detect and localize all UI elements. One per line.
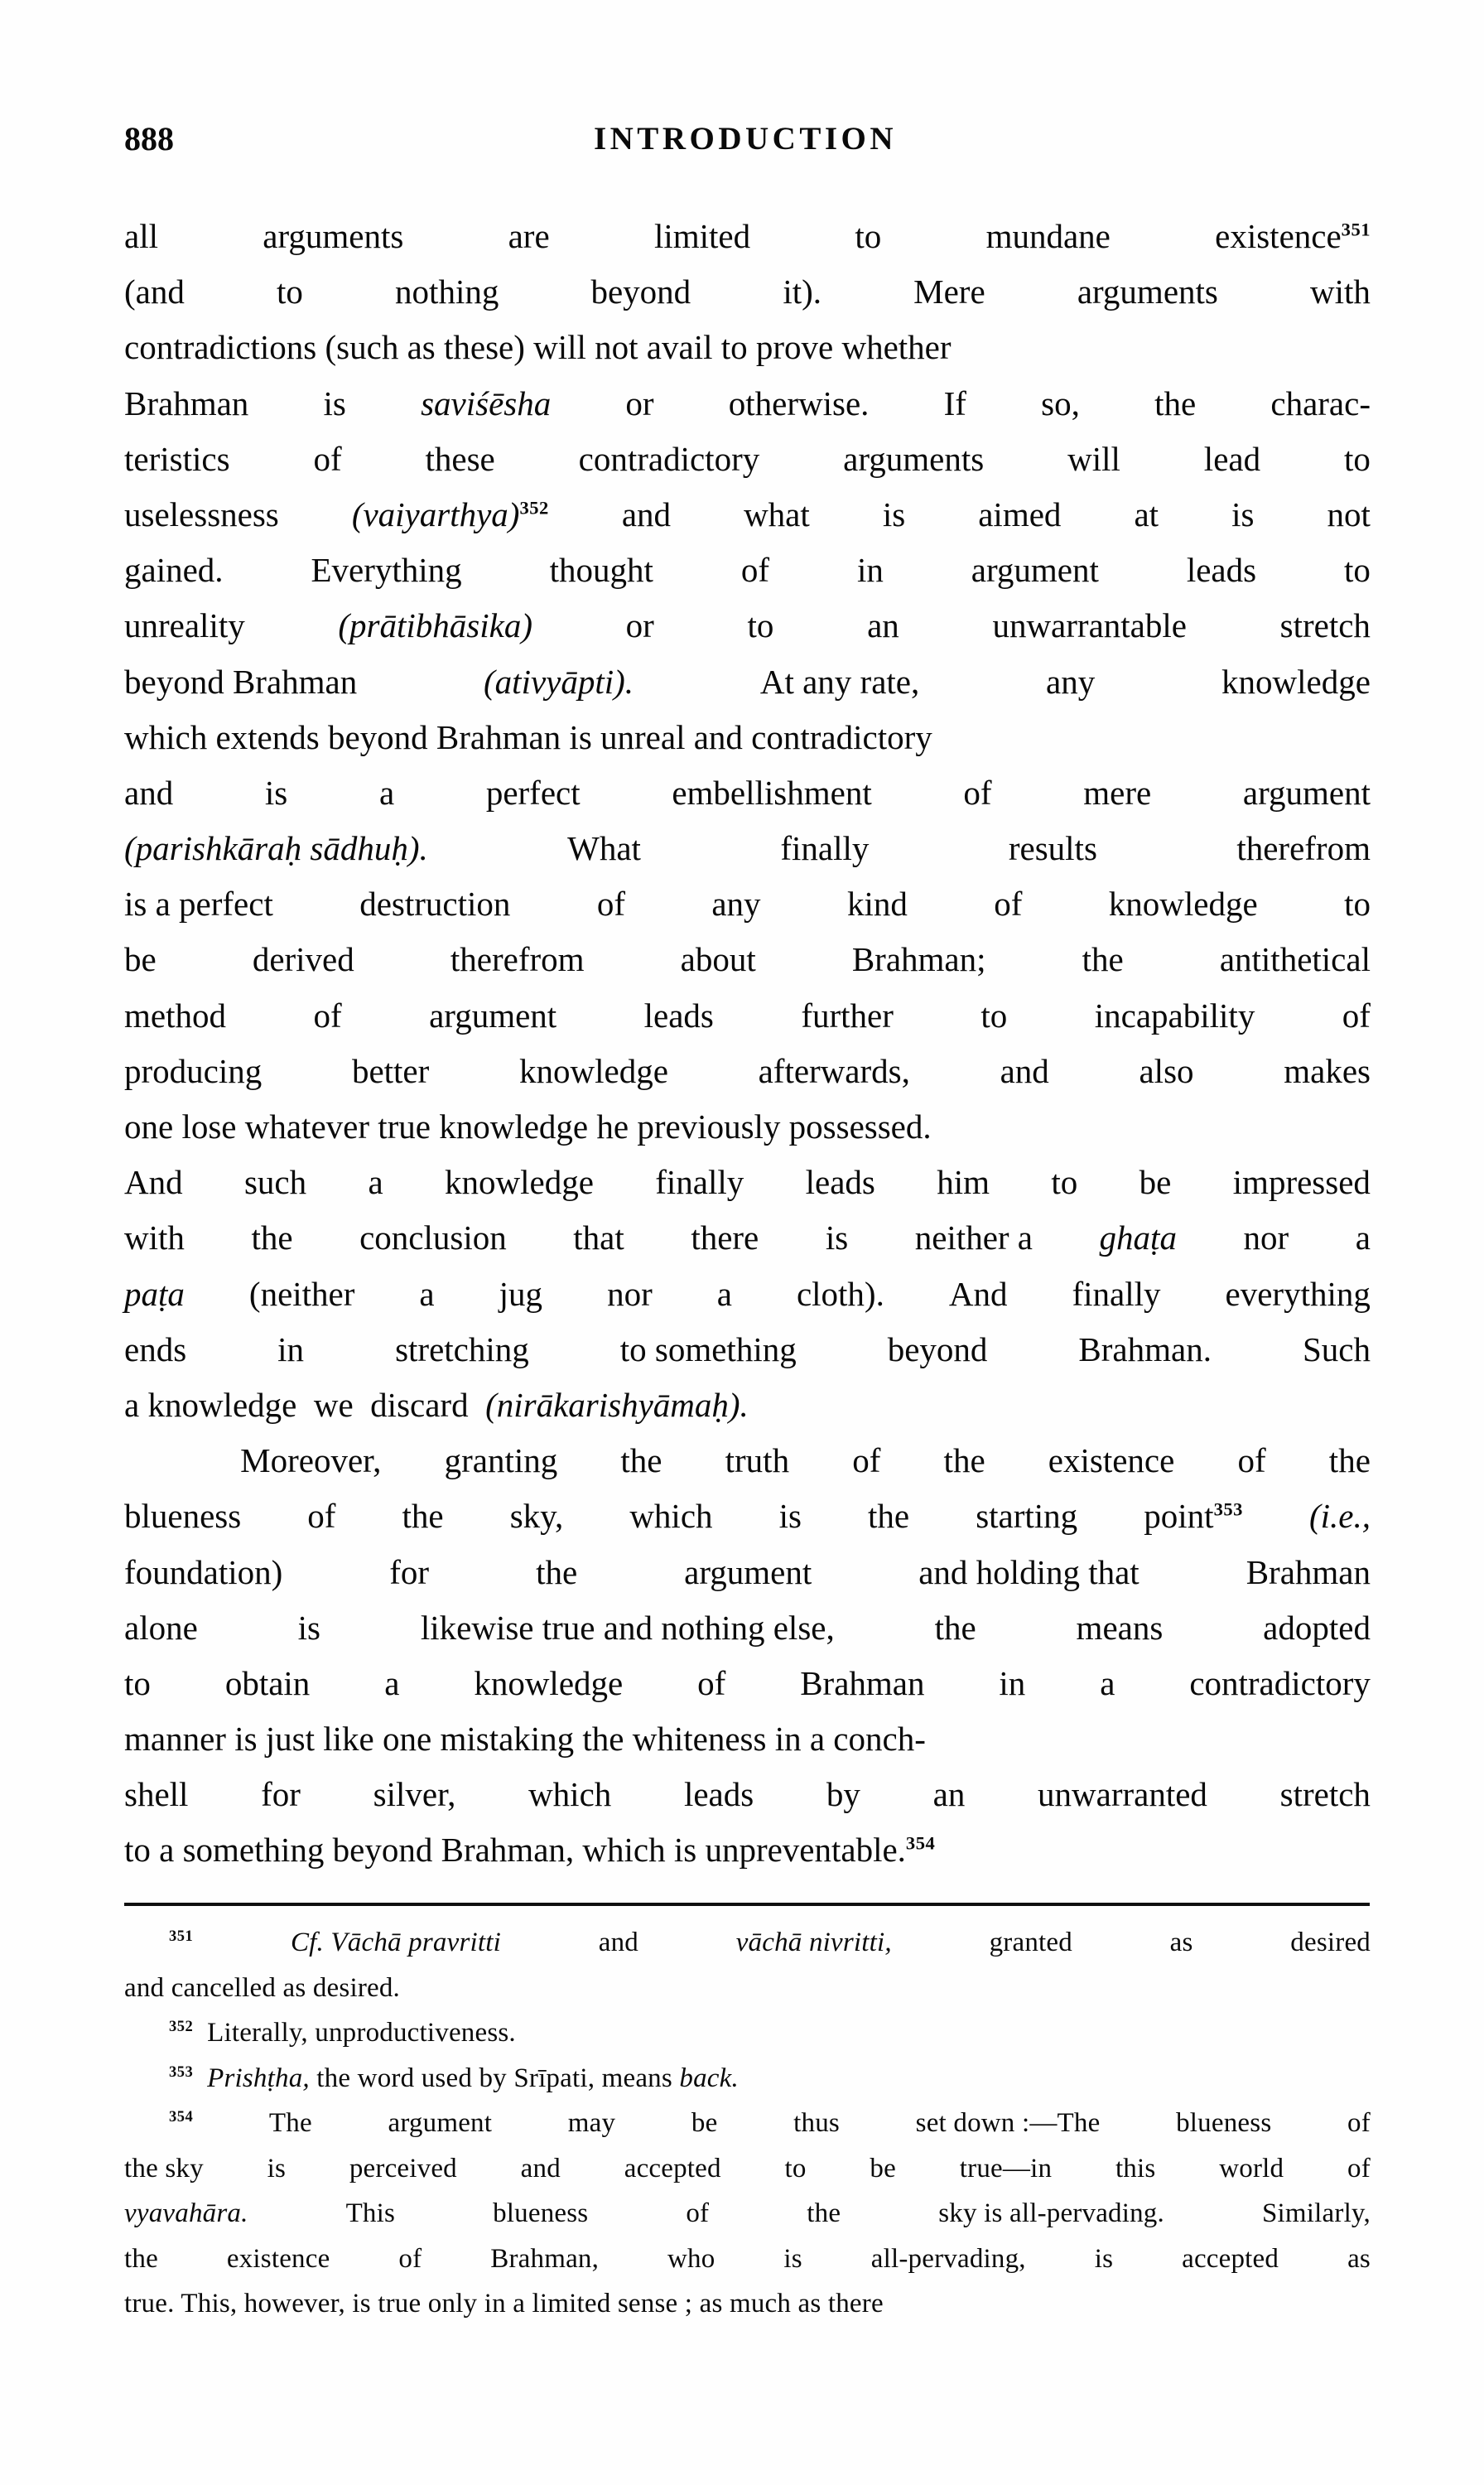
word: there (691, 1218, 759, 1257)
word: nor (1243, 1218, 1289, 1257)
word: ends (124, 1329, 187, 1368)
body-line (124, 765, 1371, 821)
word: set down :—The (915, 2108, 1101, 2138)
word: derived (252, 940, 354, 979)
word: in (277, 1329, 305, 1368)
word: we (313, 1385, 354, 1424)
word: a (1100, 1663, 1115, 1702)
word: perfect (485, 773, 581, 812)
word: as (1169, 1928, 1193, 1957)
word: arguments (1077, 273, 1218, 311)
word: of (313, 996, 342, 1035)
word: If (943, 384, 966, 422)
word: which (528, 1775, 612, 1814)
word: beyond (887, 1329, 988, 1368)
word: neither a (914, 1218, 1033, 1257)
footnote-ref-351: 351 (1341, 219, 1371, 240)
word: for (261, 1775, 301, 1814)
word: is (778, 1497, 802, 1536)
word: What (567, 829, 641, 868)
word: sky, (509, 1497, 564, 1536)
body-line (124, 543, 1371, 598)
word: true—in (959, 2153, 1053, 2183)
word: nor (607, 1274, 653, 1313)
sanskrit-term-nirakarishyamah: (nirākarishyāmaḥ). (485, 1385, 749, 1424)
word: about (680, 940, 756, 979)
word: world (1219, 2153, 1284, 2183)
word: arguments (843, 439, 985, 478)
word: all-pervading, (870, 2243, 1026, 2274)
word: are (508, 217, 550, 255)
word: the (1082, 940, 1124, 979)
word: or (625, 384, 654, 422)
word: an (932, 1775, 966, 1814)
word: a (384, 1663, 400, 1702)
word: antithetical (1219, 940, 1371, 979)
word: lead (1203, 439, 1261, 478)
word: unreality (124, 606, 245, 645)
word: will (1067, 439, 1120, 478)
word: him (937, 1163, 990, 1202)
word: be (1139, 1163, 1172, 1202)
word: to (277, 273, 303, 311)
word: the (251, 1218, 293, 1257)
body-line (124, 1600, 1371, 1656)
word: Such (1302, 1329, 1371, 1368)
word: existence (1215, 217, 1342, 255)
word: to (980, 996, 1008, 1035)
word: the (943, 1441, 985, 1480)
body-line: contradictions (such as these) will not avail to prove whether (124, 328, 952, 367)
word: adopted (1263, 1608, 1371, 1647)
page-folio-number: 888 (124, 120, 174, 157)
word: is a perfect (124, 885, 273, 924)
word: afterwards, (758, 1051, 910, 1090)
word: incapability (1094, 996, 1255, 1035)
word: to something (619, 1329, 797, 1368)
word: such (243, 1163, 307, 1202)
word: who (667, 2243, 716, 2274)
running-head-title: INTRODUCTION (593, 121, 898, 157)
word: at (1134, 495, 1159, 533)
word: of (1237, 1441, 1266, 1480)
word: thought (549, 551, 653, 590)
sanskrit-term-pata: paṭa (124, 1274, 185, 1313)
word: to (784, 2153, 807, 2183)
word: Brahman (800, 1663, 925, 1702)
word: is (882, 495, 906, 533)
footnote-ref-354: 354 (905, 1832, 936, 1854)
footnote-marker-351: 351 (169, 1928, 194, 1944)
word: jug (499, 1274, 543, 1313)
word: of (307, 1497, 336, 1536)
sanskrit-term-pratibhasika: (prātibhāsika) (338, 606, 532, 645)
body-line (124, 264, 1371, 320)
footnote-text: the word used by Srīpati, means (316, 2063, 672, 2093)
word: granting (444, 1441, 558, 1480)
word: unwarrantable (992, 606, 1187, 645)
footnote-line (124, 2146, 1371, 2192)
body-line (124, 1267, 1371, 1322)
word: a (378, 773, 395, 812)
word: to (1344, 439, 1371, 478)
word: contradictory (1189, 1663, 1371, 1702)
word: Brahman; (851, 940, 986, 979)
sanskrit-term-savisesha: saviśēsha (421, 384, 552, 422)
word: means (1076, 1608, 1164, 1647)
body-line (124, 876, 1371, 932)
word: granted (989, 1928, 1072, 1957)
word: cloth). (796, 1274, 884, 1313)
footnote-italic-phrase: Cf. Vāchā pravritti (290, 1928, 501, 1957)
word: finally (780, 829, 870, 868)
word: of (398, 2243, 422, 2274)
word: gained. (124, 551, 224, 590)
word: knowledge (519, 1051, 668, 1090)
body-line (124, 376, 1371, 432)
body-line (124, 487, 1371, 543)
word: knowledge (147, 1385, 297, 1424)
word: a (419, 1274, 435, 1313)
word: Brahman, (490, 2243, 600, 2274)
body-line (124, 1155, 1371, 1210)
word: a (716, 1274, 732, 1313)
word: existence (226, 2243, 330, 2274)
word: shell (124, 1775, 189, 1814)
word: argument (971, 551, 1099, 590)
word: embellishment (672, 773, 872, 812)
word: knowledge (474, 1663, 624, 1702)
word: leads (805, 1163, 875, 1202)
word: is (1231, 495, 1255, 533)
word: is (264, 773, 288, 812)
footnote-ref-352: 352 (519, 497, 549, 519)
word: limited (653, 217, 751, 255)
word: not (1327, 495, 1371, 533)
word: Moreover, (240, 1441, 382, 1480)
word: accepted (624, 2153, 721, 2183)
word: is (297, 1608, 321, 1647)
word: so, (1041, 384, 1080, 422)
word: of (1342, 996, 1371, 1035)
word: This (345, 2198, 396, 2228)
body-line (124, 1433, 1371, 1489)
word: to (124, 1663, 151, 1702)
word: is (783, 2243, 802, 2274)
word: charac- (1270, 384, 1371, 422)
word: obtain (224, 1663, 311, 1702)
word: to (1344, 885, 1371, 924)
sanskrit-term-prishtha: Prishṭha, (207, 2063, 310, 2093)
word: likewise true and nothing else, (420, 1608, 835, 1647)
word: conclusion (359, 1218, 507, 1257)
word: leads (643, 996, 714, 1035)
word: all (124, 217, 158, 255)
body-line: which extends beyond Brahman is unreal and contradictory (124, 717, 932, 756)
word: discard (370, 1385, 469, 1424)
word: of (1347, 2153, 1371, 2183)
word: in (999, 1663, 1026, 1702)
body-line (124, 1767, 1371, 1822)
word: and (621, 495, 672, 533)
word: is (267, 2153, 287, 2183)
word: leads (1186, 551, 1257, 590)
word: in (856, 551, 884, 590)
word: contradictory (578, 439, 760, 478)
word: Brahman (124, 384, 249, 422)
word: with (1310, 273, 1371, 311)
sentence: to a something beyond Brahman, which is unpreventable. (124, 1831, 906, 1870)
word: the sky (124, 2153, 204, 2183)
footnote-line: and cancelled as desired. (124, 1972, 401, 2003)
word: uselessness (124, 495, 279, 533)
word: any (1046, 662, 1096, 701)
word: a (1355, 1218, 1371, 1257)
word: these (425, 439, 495, 478)
word: as (1347, 2243, 1371, 2274)
word: a (124, 1385, 140, 1424)
body-line: one lose whatever true knowledge he previously possessed. (124, 1107, 932, 1146)
word: At any rate, (759, 662, 920, 701)
word: is (323, 384, 346, 422)
word: blueness (493, 2198, 589, 2228)
body-line (124, 932, 1371, 987)
word: therefrom (450, 940, 585, 979)
word: and (598, 1928, 638, 1957)
body-line (124, 209, 1371, 264)
word: any (711, 885, 761, 924)
word: knowledge (1221, 662, 1371, 701)
word: to (747, 606, 774, 645)
word: the (124, 2243, 158, 2274)
word: finally (1072, 1274, 1161, 1313)
word: and (124, 773, 174, 812)
term-with-footnote-ref (352, 487, 549, 543)
footnote-line (124, 2101, 1371, 2146)
word: sky is all-pervading. (938, 2198, 1164, 2228)
running-head (124, 118, 1366, 167)
word: the (1328, 1441, 1371, 1480)
word: Brahman (1246, 1552, 1371, 1591)
body-line: manner is just like one mistaking the whiteness in a conch- (124, 1720, 926, 1759)
word: mundane (985, 217, 1111, 255)
word: by (826, 1775, 860, 1814)
word: stretching (395, 1329, 529, 1368)
latin-abbrev-ie: (i.e., (1308, 1497, 1371, 1536)
footnote-separator-rule (124, 1903, 1370, 1906)
word: argument (388, 2108, 493, 2138)
word: of (994, 885, 1023, 924)
word: an (867, 606, 899, 645)
word: the (1154, 384, 1197, 422)
word: alone (124, 1608, 198, 1647)
word: argument (429, 996, 557, 1035)
word: this (1115, 2153, 1156, 2183)
word: the (934, 1608, 976, 1647)
body-line (124, 1210, 1371, 1266)
body-text-block (124, 209, 1371, 1879)
word: silver, (373, 1775, 456, 1814)
word: beyond (590, 273, 691, 311)
footnotes-block (124, 1920, 1371, 2327)
body-line (124, 821, 1371, 876)
word: be (691, 2108, 718, 2138)
word: mere (1083, 773, 1152, 812)
word: therefrom (1236, 829, 1371, 868)
word: existence (1048, 1441, 1175, 1480)
word: makes (1284, 1051, 1371, 1090)
sanskrit-term-vyavahara: vyavahāra. (124, 2198, 248, 2228)
word: accepted (1182, 2243, 1279, 2274)
word: and (1000, 1051, 1049, 1090)
word: nothing (395, 273, 499, 311)
body-line (124, 1044, 1371, 1099)
word: it). (783, 273, 822, 311)
word: knowledge (445, 1163, 594, 1202)
footnote-line: true. This, however, is true only in a limited sense ; as much as there (124, 2289, 884, 2319)
word: aimed (978, 495, 1062, 533)
body-line (124, 654, 1371, 710)
word: and (520, 2153, 561, 2183)
word: with (124, 1218, 185, 1257)
word: Mere (913, 273, 985, 311)
footnote-line (124, 2236, 1371, 2282)
footnote-line (124, 2191, 1371, 2236)
word: blueness (1176, 2108, 1272, 2138)
word: a (368, 1163, 383, 1202)
word: to (1344, 551, 1371, 590)
word: method (124, 996, 226, 1035)
word: for (389, 1552, 430, 1591)
word: the (868, 1497, 910, 1536)
word: everything (1225, 1274, 1371, 1313)
word: of (697, 1663, 726, 1702)
word: of (963, 773, 992, 812)
word: the (402, 1497, 444, 1536)
word: teristics (124, 439, 230, 478)
body-line (124, 1489, 1371, 1544)
word: knowledge (1108, 885, 1258, 924)
word: that (573, 1218, 624, 1257)
sanskrit-term-vaiyarthya: (vaiyarthya) (351, 495, 520, 533)
sanskrit-term-ghata: ghaṭa (1099, 1218, 1177, 1257)
word: desired (1290, 1928, 1371, 1957)
word: And (948, 1274, 1008, 1313)
word: perceived (349, 2153, 457, 2183)
word: of (596, 885, 625, 924)
word: (and (124, 273, 185, 311)
word: or (625, 606, 654, 645)
footnote-italic-word: back. (679, 2063, 739, 2093)
word: impressed (1232, 1163, 1371, 1202)
word: of (852, 1441, 881, 1480)
word: is (825, 1218, 849, 1257)
word: And (124, 1163, 183, 1202)
footnote-line: 352 Literally, unproductiveness. (169, 2018, 516, 2048)
word: better (351, 1051, 430, 1090)
word: argument (1242, 773, 1371, 812)
sanskrit-term-ativyapti: (ativyāpti). (484, 662, 634, 701)
word: to (1051, 1163, 1078, 1202)
word: finally (655, 1163, 744, 1202)
word-with-footnote-ref (1215, 209, 1371, 264)
word: blueness (124, 1497, 242, 1536)
word: argument (684, 1552, 812, 1591)
word: foundation) (124, 1552, 283, 1591)
body-line (124, 988, 1371, 1044)
body-line (124, 1822, 1371, 1878)
footnote-text: Literally, unproductiveness. (207, 2018, 516, 2048)
word: Everything (311, 551, 462, 590)
word: thus (793, 2108, 840, 2138)
body-line (124, 1322, 1371, 1378)
word: to (855, 217, 882, 255)
word: Brahman. (1078, 1329, 1212, 1368)
word: also (1139, 1051, 1194, 1090)
word: kind (846, 885, 908, 924)
word: the (620, 1441, 662, 1480)
footnote-marker-354: 354 (169, 2108, 194, 2125)
word: of (313, 439, 342, 478)
word: arguments (263, 217, 404, 255)
word: which (629, 1497, 713, 1536)
body-line (124, 1378, 1371, 1433)
word: The (268, 2108, 312, 2138)
word: results (1008, 829, 1097, 868)
footnote-italic-phrase: vāchā nivritti, (735, 1928, 892, 1957)
body-line (124, 598, 1371, 654)
word: may (567, 2108, 616, 2138)
word: the (536, 1552, 578, 1591)
sanskrit-term-parishkarah-sadhuh: (parishkāraḥ sādhuḥ). (124, 829, 428, 868)
word: (neither (248, 1274, 355, 1313)
word: leads (683, 1775, 754, 1814)
word: unwarranted (1038, 1775, 1207, 1814)
word: stretch (1279, 1775, 1371, 1814)
footnote-line (124, 1920, 1371, 1966)
word: is (1094, 2243, 1114, 2274)
word: stretch (1279, 606, 1371, 645)
word-with-footnote-ref (1144, 1489, 1243, 1544)
footnote-ref-353: 353 (1213, 1498, 1243, 1520)
footnote-line: 353 Prishṭha, the word used by Srīpati, means back. (169, 2063, 739, 2093)
word: truth (725, 1441, 790, 1480)
word: be (870, 2153, 896, 2183)
body-line (124, 432, 1371, 487)
word: otherwise. (728, 384, 870, 422)
word: and holding that (918, 1552, 1140, 1591)
word: point (1144, 1497, 1214, 1536)
word: the (807, 2198, 841, 2228)
word: of (740, 551, 769, 590)
word: of (686, 2198, 710, 2228)
body-line (124, 1545, 1371, 1600)
word: of (1347, 2108, 1371, 2138)
word: producing (124, 1051, 263, 1090)
word: beyond Brahman (124, 662, 358, 701)
word: starting (976, 1497, 1078, 1536)
paragraph-indent (124, 1433, 177, 1489)
word: Similarly, (1262, 2198, 1371, 2228)
word: further (801, 996, 894, 1035)
word: what (744, 495, 810, 533)
word: be (124, 940, 157, 979)
body-line (124, 1656, 1371, 1711)
word: destruction (359, 885, 511, 924)
